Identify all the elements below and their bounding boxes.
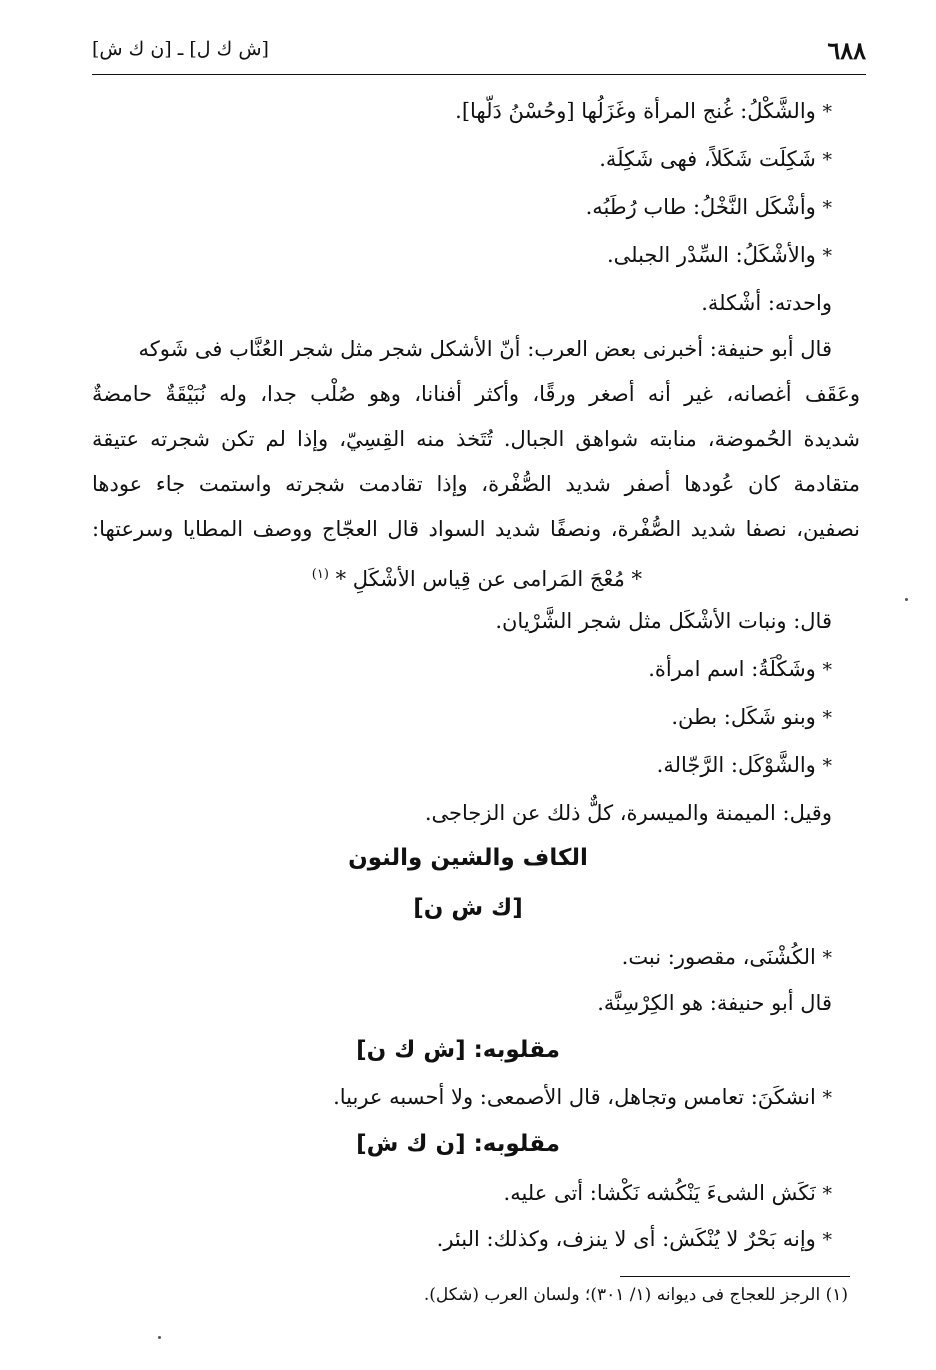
entry-star: * — [822, 197, 832, 219]
entry-text: قال: ونبات الأشْكَل مثل شجر الشَّرْيان. — [495, 609, 832, 633]
entry-line — [425, 798, 832, 828]
entry-star: * — [822, 245, 832, 267]
header-rule — [92, 74, 866, 75]
entry-line — [622, 942, 832, 973]
entry-text: وأشْكَل النَّخْلُ: طاب رُطَبُه. — [585, 195, 816, 219]
entry-text: وإنه بَحْرٌ لا يُنْكَش: أى لا ينزف، وكذلك: البئر. — [436, 1227, 816, 1251]
entry-star: * — [822, 101, 832, 123]
entry-text: نَكَش الشىءَ يَنْكُشه نَكْشا: أتى عليه. — [503, 1181, 816, 1205]
entry-text: انشكَنَ: تعامس وتجاهل، قال الأصمعى: ولا أحسبه عربيا. — [333, 1085, 816, 1109]
verse-line — [312, 560, 642, 594]
entry-star: * — [822, 755, 832, 777]
entry-line — [455, 96, 832, 127]
entry-text: الكُشْنَى، مقصور: نبت. — [621, 945, 816, 969]
entry-line — [657, 750, 832, 781]
entry-text: وشَكْلَةُ: اسم امرأة. — [648, 657, 816, 681]
scan-speck — [158, 1336, 161, 1339]
paragraph-line: شديدة الحُموضة، منابته شواهق الجبال. تُتَخذ منه القِسِيّ، وإذا لم تكن شجرته عتيقة — [92, 427, 860, 451]
entry-text: والشَّكْلُ: غُنج المرأة وغَزَلُها [وحُسْنُ دَلّها]. — [455, 99, 816, 123]
entry-star: * — [822, 1229, 832, 1251]
entry-line — [504, 1178, 832, 1209]
entry-line — [648, 654, 832, 685]
maqlub-title: مقلوبه: [ش ك ن] — [356, 1037, 560, 1063]
entry-line — [607, 240, 832, 271]
entry-line — [437, 1224, 832, 1255]
entry-text: قال أبو حنيفة: هو الكِرْسِنَّة. — [597, 991, 832, 1015]
scan-speck — [905, 598, 908, 601]
paragraph-line: متقادمة كان عُودها أصفر شديد الصُّفْرة، وإذا تقادمت شجرته واستمت جاء عودها — [92, 472, 860, 496]
section-root: [ك ش ن] — [413, 895, 523, 921]
paragraph-line: نصفين، نصفا شديد الصُّفْرة، ونصفًا شديد السواد قال العجّاج ووصف المطايا وسرعتها: — [92, 517, 860, 541]
maqlub-title: مقلوبه: [ن ك ش] — [356, 1131, 560, 1157]
entry-line — [599, 144, 832, 175]
verse-text: * مُعْجَ المَرامى عن قِياس الأشْكَلِ * — [335, 567, 642, 591]
entry-text: شَكِلَت شَكَلاً، فهى شَكِلَة. — [599, 147, 816, 171]
page-header — [92, 32, 866, 72]
entry-line — [333, 1082, 832, 1113]
running-head: [ش ك ل] ـ [ن ك ش] — [92, 38, 269, 60]
footnote-rule — [620, 1276, 850, 1277]
entry-star: * — [822, 947, 832, 969]
entry-text: والشَّوْكَل: الرَّجّالة. — [656, 753, 816, 777]
entry-star: * — [822, 659, 832, 681]
entry-line — [597, 988, 832, 1018]
entry-text: وبنو شَكَل: بطن. — [671, 705, 816, 729]
entry-star: * — [822, 1087, 832, 1109]
entry-star: * — [822, 1183, 832, 1205]
entry-text: والأشْكَلُ: السِّدْر الجبلى. — [606, 243, 816, 267]
entry-star: * — [822, 149, 832, 171]
paragraph-line: وعَقَف أغصانه، غير أنه أصغر ورقًا، وأكثر أفنانا، وهو صُلْب جدا، وله نُبَيْقَةٌ حامضةٌ — [92, 382, 860, 406]
page-number: ٦٨٨ — [827, 36, 866, 65]
entry-line — [671, 702, 832, 733]
verse-footnote-marker: (١) — [311, 567, 329, 582]
entry-text: وقيل: الميمنة والميسرة، كلٌّ ذلك عن الزجاجى. — [424, 801, 832, 825]
entry-line — [701, 288, 832, 318]
paragraph-line: قال أبو حنيفة: أخبرنى بعض العرب: أنّ الأشكل شجر مثل شجر العُنَّاب فى شَوكه — [138, 337, 832, 361]
entry-line — [495, 606, 832, 636]
section-title: الكاف والشين والنون — [348, 845, 588, 871]
entry-star: * — [822, 707, 832, 729]
entry-text: واحدته: أشْكلة. — [701, 291, 832, 315]
footnote: (١) الرجز للعجاج فى ديوانه (١/ ٣٠١)؛ ولسان العرب (شكل). — [423, 1285, 848, 1305]
entry-line — [586, 192, 832, 223]
